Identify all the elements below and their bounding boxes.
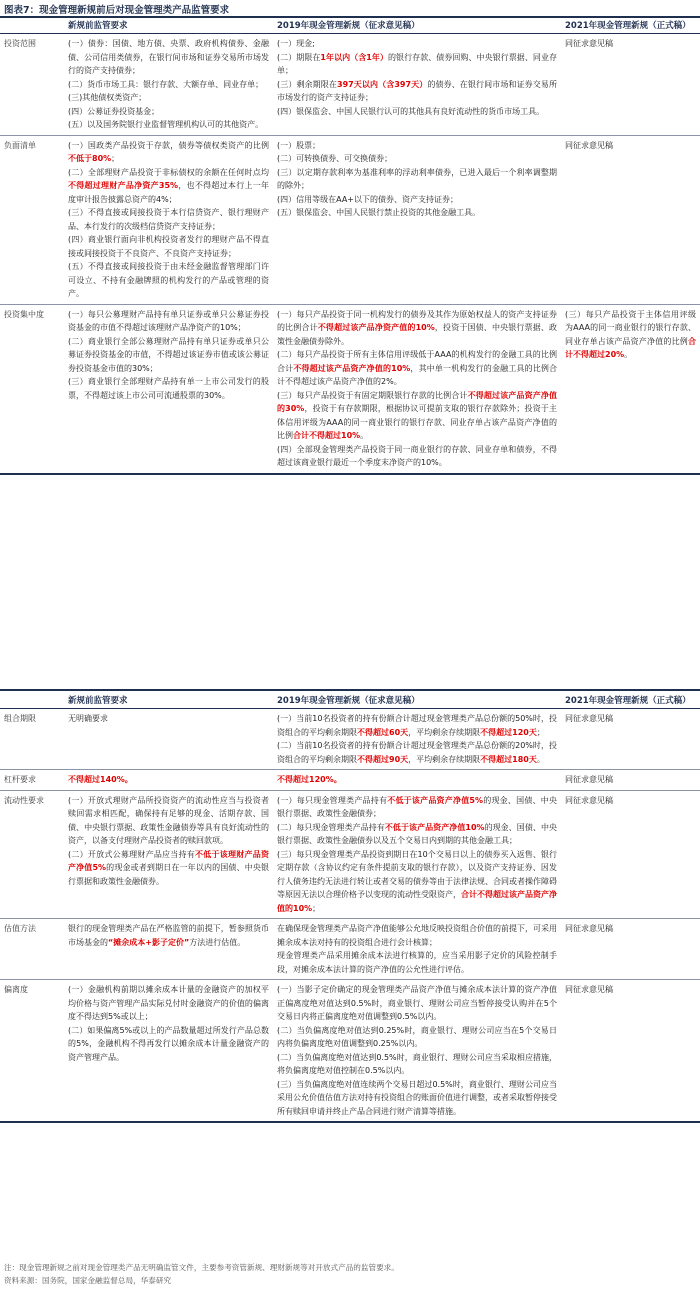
cell-paragraph [68,118,269,132]
text-run: (四）信用等级在AA+以下的债券、资产支持证券； [277,194,458,204]
header-pre: 新规前监管要求 [68,20,128,31]
text-run: (三）每只现金管理类产品投资到期日在10个交易日以上的债券买入返售、银行定期存款（含协议约定有条件提前支取的银行存款），以及资产支持证券、因发行人债务违约无法进行转让或者交易的债券等由于法律法规、合同或者操作障碍等原因无法以合理价格予以变现的流动性受限资产， [277,849,557,899]
text-run: (二）开放式公募理财产品应当持有 [68,849,196,859]
cell-2021-final [561,919,700,980]
highlight-text: 不得超过120%。 [277,775,342,784]
row-label: 流动性要求 [4,795,44,805]
row-label: 偏离度 [4,985,28,994]
text-run: (三）以定期存款利率为基准利率的浮动利率债券，已进入最后一个利率调整期的除外； [277,167,557,190]
text-run: 。 [536,754,545,764]
highlight-text: 不得超过120天 [480,727,537,737]
cell-paragraph [68,139,269,166]
header-2021: 2021年现金管理新规（正式稿） [565,20,691,31]
text-run: (一）当影子定价确定的现金管理类产品资产净值与摊余成本法计算的资产净值正偏离度绝对值达到0.5%时，商业银行、理财公司应当暂停接受认购并在5个交易日内将正偏离度绝对值调整到0.5%以内。 [277,985,557,1021]
text-run: 同征求意见稿 [565,39,613,48]
regulation-table-1 [0,16,700,475]
cell-paragraph [565,794,696,808]
cell-paragraph [68,37,269,78]
cell-paragraph [277,51,557,78]
cell-2019-draft [273,770,561,791]
cell-paragraph [68,983,269,1024]
cell-paragraph [277,739,557,766]
text-run: (一）现金; [277,39,315,48]
text-run: 在确保现金管理类产品资产净值能够公允地反映投资组合价值的前提下，可采用摊余成本法对持有的投资组合进行会计核算； [277,924,557,947]
cell-paragraph [565,773,696,787]
highlight-text: 不得超过理财产品净资产35% [68,181,179,190]
cell-2021-final [561,790,700,919]
text-run: ，平均剩余存续期限 [408,727,481,737]
cell-paragraph [277,1051,557,1078]
cell-2019-draft [273,135,561,304]
cell-2021-final [561,709,700,770]
text-run: (二）每只现金管理类产品持有 [277,822,385,832]
regulation-table-2 [0,689,700,1123]
cell-pre-rule [64,980,273,1123]
cell-paragraph [277,37,557,51]
row-label: 估值方法 [4,924,36,933]
text-run: ，也不得超过本行上一年度审计报告披露总资产的4%； [68,181,269,204]
cell-paragraph [68,335,269,376]
text-run: (三）不得直接或间接投资于本行信贷资产、银行理财产品、本行发行的次级档信贷资产支持证券； [68,208,269,231]
text-run: (二）期限在 [277,52,321,62]
cell-pre-rule [64,709,273,770]
text-run: (二）如果偏离5%或以上的产品数量超过所发行产品总数的5%，金融机构不得再发行以摊余成本计量金融资产的资产管理产品。 [68,1025,269,1062]
highlight-text: 不得超过140%。 [68,775,133,784]
text-run: ，平均剩余存续期限 [408,754,481,764]
text-run: 的现金、国债、中央银行票据、政策性金融债券以及五个交易日内到期的其他金融工具； [277,822,557,845]
cell-paragraph [68,78,269,92]
text-run: (三）剩余期限在 [277,79,337,89]
cell-2019-draft [273,34,561,136]
text-run: ，投资于国债、中央银行票据、政策性金融债券除外。 [277,323,558,346]
text-run: (一）开放式理财产品所投资资产的流动性应当与投资者赎回需求相匹配，确保持有足够的现金、活期存款、国债、中央银行票据、政策性金融债券等具有良好流动性的资产，以备支付理财产品投资者的赎回款项。 [68,795,269,845]
text-run: (三）每只产品投资于有固定期限银行存款的比例合计 [277,390,468,400]
cell-2021-final [561,770,700,791]
cell-pre-rule [64,770,273,791]
row-label: 投资范围 [4,39,36,48]
header-pre: 新规前监管要求 [68,695,128,706]
cell-paragraph [277,389,557,443]
text-run: (四）银保监会、中国人民银行认可的其他具有良好流动性的货币市场工具。 [277,106,545,116]
text-run: 同征求意见稿 [565,775,613,784]
header-2019: 2019年现金管理新规（征求意见稿） [277,20,420,31]
text-run: (三）每只产品投资于主体信用评级为AAA的同一商业银行的银行存款、同业存单占该产品资产净值的比例 [565,309,696,346]
text-run: (三)其他债权类资产； [68,93,147,102]
text-run: (五）银保监会、中国人民银行禁止投资的其他金融工具。 [277,208,481,217]
table-row [0,919,700,980]
row-label: 投资集中度 [4,309,44,319]
cell-paragraph [68,105,269,119]
cell-pre-rule [64,135,273,304]
cell-paragraph [277,712,557,739]
cell-2021-final [561,135,700,304]
text-run: 同征求意见稿 [565,140,613,150]
cell-2019-draft [273,709,561,770]
highlight-text: 1年以内（含1年） [320,52,388,62]
text-run: 现金管理类产品采用摊余成本法进行核算的，应当采用影子定价的风险控制手段，对摊余成本法计算的资产净值的公允性进行评估。 [277,951,557,974]
cell-paragraph [277,922,557,949]
cell-paragraph [565,308,696,362]
cell-2021-final [561,34,700,136]
text-run: (一）股票； [277,140,321,150]
text-run: (二）全部理财产品投资于非标债权的余额在任何时点均 [68,167,269,177]
cell-paragraph [68,308,269,335]
cell-paragraph [68,1024,269,1065]
text-run: (二）当负偏离度绝对值达到0.25%时，商业银行、理财公司应当在5个交易日内将负偏离度绝对值调整到0.25%以内。 [277,1025,557,1048]
cell-paragraph [277,206,557,220]
table-note: 注：现金管理新规之前对现金管理类产品无明确监管文件，主要参考资管新规、理财新规等对开放式产品的监管要求。 [4,1263,399,1272]
data-source: 资料来源：国务院，国家金融监督总局，华泰研究 [4,1276,172,1285]
text-run: ； [312,903,321,913]
text-run: (四）全部现金管理类产品投资于同一商业银行的存款、同业存单和债券，不得超过该商业银行最近一个季度末净资产的10%。 [277,444,557,467]
table-row [0,980,700,1123]
highlight-text: 不低于该产品资产净值10% [384,822,485,832]
cell-2019-draft [273,980,561,1123]
figure-title: 图表7：现金管理新规前后对现金管理类产品监管要求 [4,5,230,16]
cell-paragraph [277,348,557,389]
cell-paragraph [277,821,557,848]
cell-paragraph [68,794,269,848]
cell-paragraph [277,308,557,349]
highlight-text: 不得超过180天 [480,754,537,764]
cell-2021-final [561,304,700,474]
text-run: (一）每只现金管理类产品持有 [277,795,388,805]
table-header-row [0,690,700,709]
text-run: (二）商业银行全部公募理财产品持有单只证券或单只公募证券投资基金的市值，不得超过该证券市值或该公募证券投资基金市值的30%； [68,336,269,373]
highlight-text: “摊余成本+影子定价” [108,937,190,947]
text-run: 的现金、国债、中央银行票据、政策性金融债券； [277,795,558,818]
text-run: (五）以及国务院银行业监督管理机构认可的其他资产。 [68,120,264,129]
cell-paragraph [277,773,557,787]
table-row [0,709,700,770]
table-row [0,34,700,136]
highlight-text: 不得超过60天 [357,727,409,737]
table-row [0,770,700,791]
row-label: 组合期限 [4,714,36,723]
highlight-text: 397天以内（含397天） [337,79,428,89]
text-run: (二）当负偏离度绝对值达到0.5%时，商业银行、理财公司应当采取相应措施，将负偏离度绝对值控制在0.5%以内。 [277,1052,557,1075]
cell-paragraph [277,139,557,153]
highlight-text: 合计不得超过该产品资产净值的10% [277,890,557,913]
text-run: (三）当负偏离度绝对值连续两个交易日超过0.5%时，商业银行、理财公司应当采用公允价值估值方法对持有投资组合的账面价值进行调整，或者采取暂停接受所有赎回申请并终止产品合同进行财产清算等措施。 [277,1079,557,1116]
table-row [0,790,700,919]
text-run: (一）每只产品投资于同一机构发行的债券及其作为原始权益人的资产支持证券的比例合计 [277,309,557,332]
text-run: (一）金融机构前期以摊余成本计量的金融资产的加权平均价格与资产管理产品实际兑付时金融资产的价值的偏离度不得达到5%或以上； [68,985,269,1021]
row-label: 杠杆要求 [4,775,36,784]
cell-paragraph [68,233,269,260]
cell-paragraph [277,1078,557,1119]
cell-paragraph [277,105,557,119]
highlight-text: 不低于该理财产品资产净值5% [68,849,270,872]
text-run: 同征求意见稿 [565,795,613,805]
cell-paragraph [565,712,696,726]
cell-paragraph [68,166,269,207]
cell-paragraph [565,37,696,51]
text-run: (二）货币市场工具：银行存款、大额存单、同业存单； [68,79,264,89]
cell-paragraph [277,443,557,470]
cell-2019-draft [273,304,561,474]
cell-paragraph [277,794,557,821]
text-run: (四）商业银行面向非机构投资者发行的理财产品不得直接或间接投资于不良资产、不良资产支持证券； [68,235,269,258]
cell-paragraph [277,166,557,193]
cell-paragraph [277,1024,557,1051]
highlight-text: 不得超过90天 [357,754,409,764]
cell-paragraph [277,152,557,166]
highlight-text: 不得超过该产品资产净值的30% [277,390,557,413]
text-run: 同征求意见稿 [565,985,613,994]
text-run: (二）每只产品投资于所有主体信用评级低于AAA的机构发行的金融工具的比例合计 [277,350,557,373]
header-2019: 2019年现金管理新规（征求意见稿） [277,695,420,706]
text-run: 银行的现金管理类产品在严格监管的前提下，暂参照货币市场基金的 [68,924,269,947]
cell-paragraph [277,78,557,105]
text-run: 的债券、在银行间市场和证券交易所市场发行的资产支持证券； [277,79,557,102]
text-run: ，其中单一机构发行的金融工具的比例合计不得超过该产品资产净值的2%。 [277,363,558,386]
text-run: (二）当前10名投资者的持有份额合计超过现金管理类产品总份额的20%时，投资组合的平均剩余期限 [277,741,557,764]
cell-paragraph [68,922,269,949]
text-run: 无明确要求 [68,714,108,723]
highlight-text: 不低于该产品资产净值5% [387,795,484,805]
cell-paragraph [68,260,269,301]
text-run: (四）公募证券投资基金； [68,106,160,116]
cell-paragraph [277,193,557,207]
highlight-text: 不低于80% [68,154,112,163]
cell-paragraph [565,139,696,153]
cell-paragraph [68,848,269,889]
header-2021: 2021年现金管理新规（正式稿） [565,695,691,706]
table-row [0,304,700,474]
text-run: 方法进行估值。 [189,937,246,947]
cell-paragraph [565,922,696,936]
highlight-text: 不得超过该产品净资产值的10% [317,323,435,332]
cell-paragraph [68,712,269,726]
text-run: (二）可转换债券、可交换债券； [277,154,393,163]
cell-2019-draft [273,919,561,980]
cell-paragraph [68,91,269,105]
text-run: ； [536,727,545,737]
text-run: ，投资于有存款期限，根据协议可提前支取的银行存款除外；投资于主体信用评级为AAA的同一商业银行的银行存款、同业存单占该产品资产净值的比例 [277,404,558,440]
text-run: (一）每只公募理财产品持有单只证券或单只公募证券投资基金的市值不得超过该理财产品净资产的10%； [68,309,269,332]
text-run: ； [111,154,120,163]
text-run: (一）债券：国债、地方债、央票、政府机构债券、金融债、公司信用类债券，在银行间市场和证券交易所市场发行的资产支持债券； [68,39,269,75]
text-run: (三）商业银行全部理财产品持有单一上市公司发行的股票，不得超过该上市公司可流通股票的30%。 [68,377,269,400]
cell-2019-draft [273,790,561,919]
table-header-row [0,16,700,34]
cell-pre-rule [64,790,273,919]
highlight-text: 合计不得超过20% [565,336,696,359]
cell-2021-final [561,980,700,1123]
cell-paragraph [277,949,557,976]
text-run: 。 [360,431,369,440]
text-run: (一）当前10名投资者的持有份额合计超过现金管理类产品总份额的50%时，投资组合的平均剩余期限 [277,714,557,737]
text-run: 的银行存款、债券回购、中央银行票据、同业存单； [277,52,557,75]
text-run: 的现金或者到期日在一年以内的国债、中央银行票据和政策性金融债券。 [68,863,269,886]
text-run: 同征求意见稿 [565,714,613,723]
table-row [0,135,700,304]
cell-paragraph [68,773,269,787]
highlight-text: 不得超过该产品资产净值的10% [293,363,411,373]
header-blank [0,690,64,709]
cell-paragraph [68,375,269,402]
highlight-text: 合计不得超过10% [293,431,361,440]
cell-pre-rule [64,34,273,136]
header-blank [0,16,64,34]
cell-pre-rule [64,304,273,474]
cell-paragraph [277,983,557,1024]
row-label: 负面清单 [4,140,36,150]
cell-paragraph [68,206,269,233]
text-run: (一）国政类产品投资于存款，债券等债权类资产的比例 [68,140,269,150]
cell-paragraph [565,983,696,997]
text-run: 同征求意见稿 [565,924,613,933]
cell-paragraph [277,848,557,916]
cell-pre-rule [64,919,273,980]
text-run: (五）不得直接或间接投资于由未经金融监督管理部门许可设立、不持有金融牌照的机构发行的产品或管理的资产。 [68,262,269,298]
text-run: 。 [624,350,633,359]
